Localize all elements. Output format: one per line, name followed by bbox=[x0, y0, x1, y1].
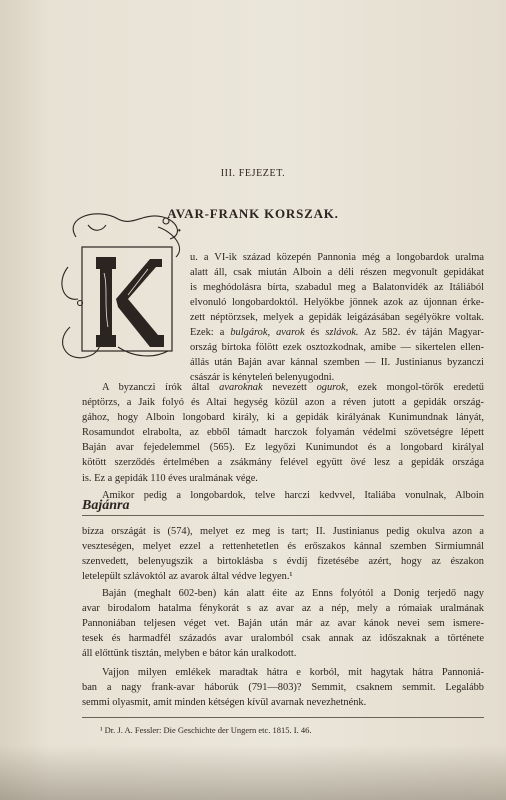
chapter-label: III. FEJEZET. bbox=[220, 168, 286, 179]
text-run: ezek mongol-török eredetű bbox=[348, 382, 484, 393]
paragraph-1-line-6 bbox=[190, 325, 484, 340]
text-line: szenvedett, belenyugszik a birtoklásba s évdíj fizetésébe azért, hogy az északon bbox=[82, 556, 484, 568]
text-line: gához, hogy Alboin longobard király, ki a gepidák királyának Kunimundnak lányát, bbox=[82, 412, 484, 424]
text-run: nevezett bbox=[262, 382, 317, 393]
text-line: Amikor pedig a longobardok, telve harczi kedvvel, Italiába vonulnak, Alboin bbox=[102, 489, 484, 501]
text-line: letelepült szlávoktól az avarok által védve legyen.¹ bbox=[82, 571, 293, 583]
text-line: elvonuló longobardoktól. Helyökbe jönnek azok az újonnan érke- bbox=[190, 297, 484, 309]
italic-run: szlávok. bbox=[325, 327, 359, 338]
text-run: A byzanczi írók által bbox=[102, 382, 220, 393]
text-line: semmi olyasmit, amit minden kétségen kívül avarnak nevezhetnénk. bbox=[82, 697, 367, 709]
text-line: néptörzs, a Jaik folyó és Altai hegység közül azon a réven jutott a gepidák ország- bbox=[82, 397, 484, 409]
text-line: veszteségen, melyet ezzel a rettenhetetlen és erőszakos kánnal szemben Sirmiumnál bbox=[82, 541, 484, 553]
text-line: alatt áll, csak miután Alboin a déli részen megvonult gepidákat bbox=[190, 267, 484, 279]
text-line: állás után Baján avar kánnal szemben — II. Justinianus byzanczi bbox=[190, 357, 484, 369]
italic-run: avaroknak bbox=[219, 382, 263, 393]
italic-run: bulgárok, avarok bbox=[230, 327, 305, 338]
text-line: tesek és harmadfél századós avar uralomból csak annak az időszaknak a története bbox=[82, 633, 484, 645]
footnote-divider bbox=[82, 717, 484, 718]
paragraph-2 bbox=[82, 380, 484, 503]
paragraph-4 bbox=[82, 586, 484, 661]
footnote: ¹ Dr. J. A. Fessler: Die Geschichte der Ungern etc. 1815. I. 46. bbox=[100, 725, 312, 735]
text-line: is. Ez a gepidák 110 éves uralmának vége. bbox=[82, 472, 258, 484]
italic-run: ogurok, bbox=[316, 382, 349, 393]
text-line: áll előttünk tisztán, melyben e bátor kán uralkodott. bbox=[82, 648, 297, 660]
paragraph-1-continued bbox=[190, 340, 484, 385]
text-run: és bbox=[304, 327, 326, 338]
page-shadow bbox=[0, 745, 506, 800]
text-line: Rosamundot elrabolta, az ebből támadt harczok folyamán védelmi szövetségre lépett bbox=[82, 427, 484, 439]
ornamental-initial-k bbox=[58, 207, 188, 367]
text-line: avar birodalom hatalma fénykorát s az avar az a nép, mely a rómaiak uralmának bbox=[82, 603, 484, 615]
text-run: Az 582. év táján Magyar- bbox=[358, 327, 484, 338]
initial-letter: · bbox=[176, 220, 183, 242]
subheading: Bajánra bbox=[82, 498, 130, 513]
paragraph-3 bbox=[82, 524, 484, 584]
text-run: Ezek: a bbox=[190, 327, 231, 338]
text-line: zett néptörzsek, melyek a gepidák leigázásában segélyökre voltak. bbox=[190, 312, 484, 324]
text-line: is meghódolásra bírta, szabadul meg a Balatonvidék az Itáliából bbox=[190, 282, 484, 294]
text-line: Pannoniában teljesen véget vet. Baján után már az avar kánok nevei sem ismere- bbox=[82, 618, 484, 630]
text-line: ország bírtoka fölött ezek osztozkodnak, amibe — sikertelen ellen- bbox=[190, 342, 484, 353]
text-line: u. a VI-ik század közepén Pannonia még a longobardok uralma bbox=[190, 252, 484, 263]
paragraph-1 bbox=[190, 250, 484, 325]
text-line: ban a nagy frank-avar háborúk (791—803)? Semmit, csaknem semmit. Legalább bbox=[82, 682, 484, 694]
text-line: Vajjon milyen emlékek maradtak hátra e korból, mit hagytak hátra Pannoniá- bbox=[102, 667, 484, 678]
text-line: Baján avar fejedelemmel (565). Ez legyőzi Kunimundot és a longobard királyal bbox=[82, 442, 484, 454]
text-line: kötött szerződés értelmében a zsákmány felével együtt övé lesz a gepidák országa bbox=[82, 457, 484, 469]
divider bbox=[82, 515, 484, 516]
paragraph-5 bbox=[82, 665, 484, 710]
text-line: Baján (meghalt 602-ben) kán alatt éite az Enns folyótól a Donig terjedő nagy bbox=[102, 588, 484, 599]
text-line: bízza országát is (574), melyet ez meg is tart; II. Justinianus pedig okulva azon a bbox=[82, 526, 484, 537]
text-line: császár is kényteleń belenyugodni. bbox=[190, 372, 335, 384]
chapter-title: AVAR-FRANK KORSZAK. bbox=[167, 206, 339, 221]
